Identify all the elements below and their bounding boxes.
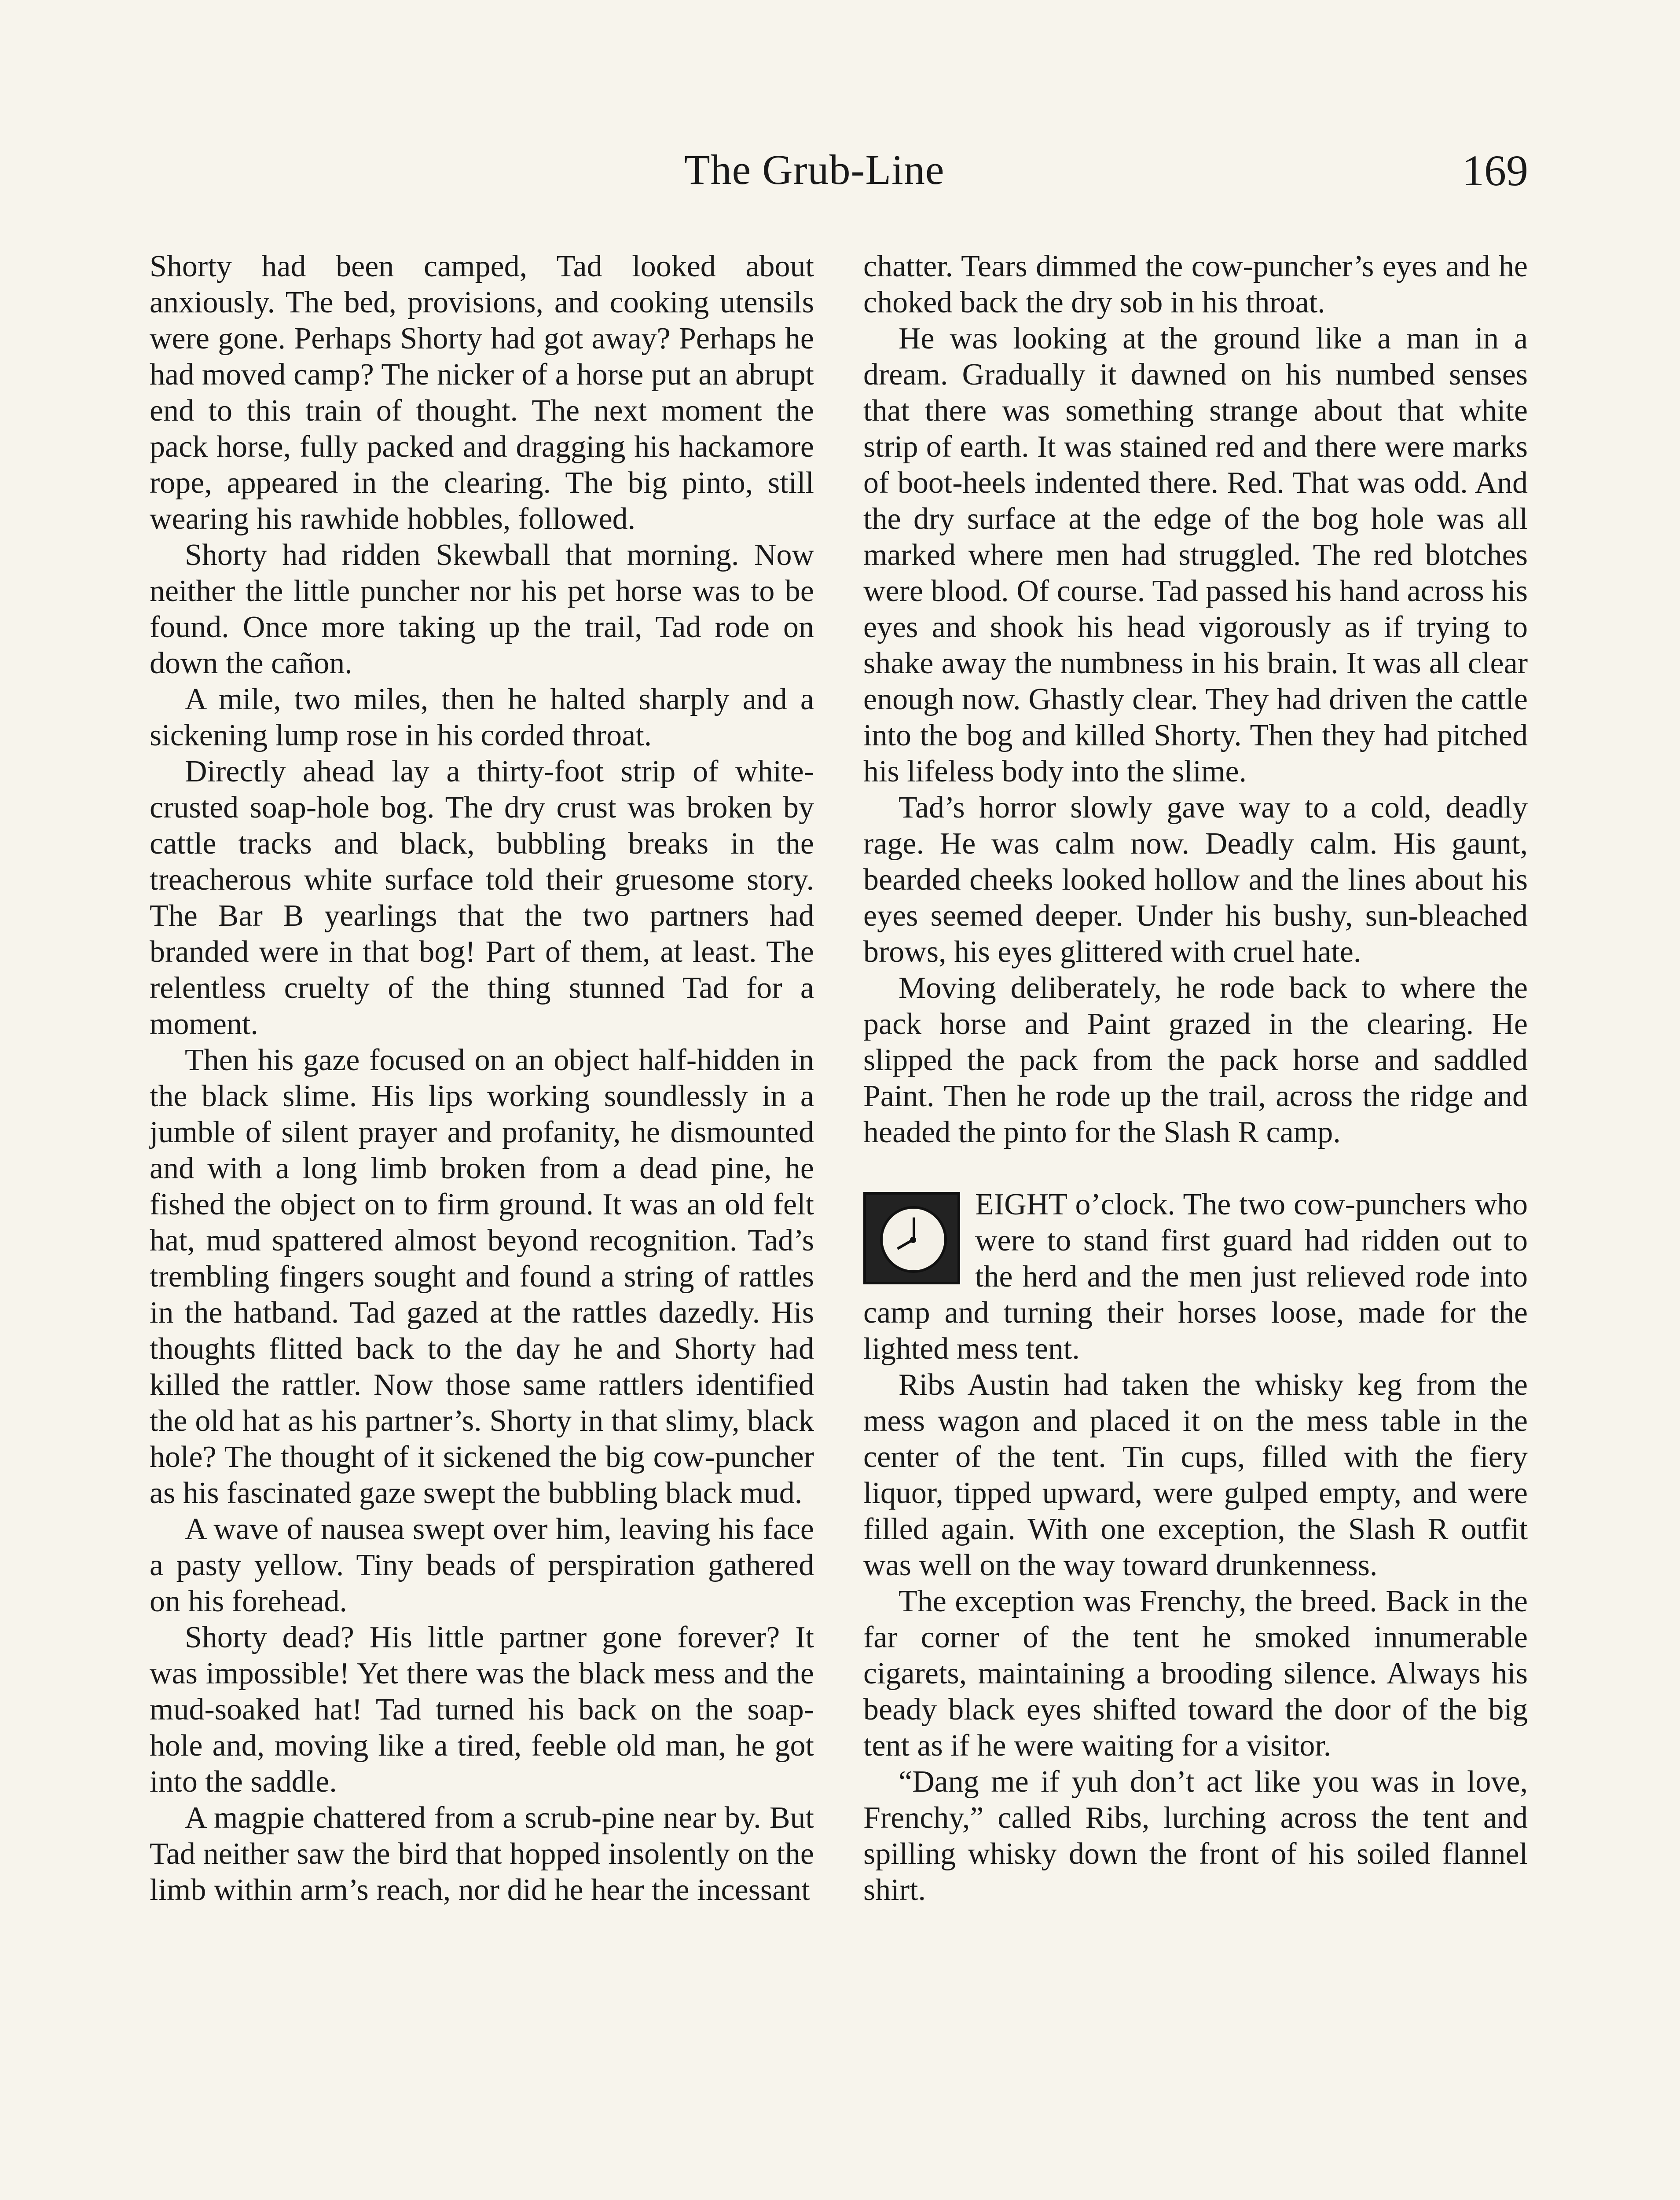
section-break	[863, 1187, 1528, 1367]
clock-icon	[863, 1192, 960, 1284]
paragraph: Moving deliberately, he rode back to where the pack horse and Paint grazed in the clearing. He slipped the pack from the pack horse and saddled Paint. Then he rode up the trail, across the ridge and headed the pinto for the Slash R camp.	[863, 971, 1528, 1149]
paragraph: Shorty dead? His little partner gone forever? It was impossible! Yet there was the black mess and the mud-soaked hat! Tad turned his back on the soap-hole and, moving like a tired, feeble old man, he got into the saddle.	[150, 1621, 814, 1799]
paragraph: He was looking at the ground like a man in a dream. Gradually it dawned on his numbed senses that there was something strange about that white strip of earth. It was stained red and there were marks of boot-heels indented there. Red. That was odd. And the dry surface at the edge of the bog hole was all marked where men had struggled. The red blotches were blood. Of course. Tad passed his hand across his eyes and shook his head vigorously as if trying to shake away the numbness in his brain. It was all clear enough now. Ghastly clear. They had driven the cattle into the bog and killed Shorty. Then they had pitched his lifeless body into the slime.	[863, 322, 1528, 788]
paragraph: Shorty had ridden Skewball that morning. Now neither the little puncher nor his pet horse was to be found. Once more taking up the trail, Tad rode on down the cañon.	[150, 538, 814, 680]
left-column	[150, 249, 814, 1908]
clock-center	[910, 1237, 916, 1243]
paragraph: The exception was Frenchy, the breed. Back in the far corner of the tent he smoked innumerable cigarets, maintaining a brooding silence. Always his beady black eyes shifted toward the door of the big tent as if he were waiting for a visitor.	[863, 1584, 1528, 1763]
page-number: 169	[1462, 146, 1528, 195]
paragraph: A magpie chattered from a scrub-pine near by. But Tad neither saw the bird that hopped insolently on the limb within arm’s reach, nor did he hear the incessant	[150, 1801, 814, 1907]
paragraph: Shorty had been camped, Tad looked about anxiously. The bed, provisions, and cooking utensils were gone. Perhaps Shorty had got away? Perhaps he had moved camp? The nicker of a horse put an abrupt end to this train of thought. The next moment the pack horse, fully packed and dragging his hackamore rope, appeared in the clearing. The big pinto, still wearing his rawhide hobbles, followed.	[150, 249, 814, 536]
paragraph: A wave of nausea swept over him, leaving his face a pasty yellow. Tiny beads of perspiration gathered on his forehead.	[150, 1512, 814, 1618]
paragraph: chatter. Tears dimmed the cow-puncher’s eyes and he choked back the dry sob in his throat.	[863, 249, 1528, 319]
section-opening-paragraph: EIGHT o’clock. The two cow-punchers who were to stand first guard had ridden out to the herd and the men just relieved rode into camp and turning their horses loose, made for the lighted mess tent.	[863, 1188, 1528, 1366]
clock-face	[880, 1206, 947, 1273]
paragraph: Ribs Austin had taken the whisky keg from the mess wagon and placed it on the mess table in the center of the tent. Tin cups, filled with the fiery liquor, tipped upward, were gulped empty, and were filled again. With one exception, the Slash R outfit was well on the way toward drunkenness.	[863, 1368, 1528, 1582]
running-head: The Grub-Line	[684, 146, 945, 193]
paragraph: Directly ahead lay a thirty-foot strip of white-crusted soap-hole bog. The dry crust was broken by cattle tracks and black, bubbling breaks in the treacherous white surface told their gruesome story. The Bar B yearlings that the two partners had branded were in that bog! Part of them, at least. The relentless cruelty of the thing stunned Tad for a moment.	[150, 755, 814, 1041]
right-column	[863, 249, 1528, 1908]
paragraph: Then his gaze focused on an object half-hidden in the black slime. His lips working soundlessly in a jumble of silent prayer and profanity, he dismounted and with a long limb broken from a dead pine, he fished the object on to firm ground. It was an old felt hat, mud spattered almost beyond recognition. Tad’s trembling fingers sought and found a string of rattles in the hatband. Tad gazed at the rattles dazedly. His thoughts flitted back to the day he and Shorty had killed the rattler. Now those same rattlers identified the old hat as his partner’s. Shorty in that slimy, black hole? The thought of it sickened the big cow-puncher as his fascinated gaze swept the bubbling black mud.	[150, 1043, 814, 1510]
minute-hand	[913, 1217, 915, 1239]
paragraph: A mile, two miles, then he halted sharply and a sickening lump rose in his corded throat.	[150, 682, 814, 752]
paragraph: Tad’s horror slowly gave way to a cold, deadly rage. He was calm now. Deadly calm. His gaunt, bearded cheeks looked hollow and the lines about his eyes seemed deeper. Under his bushy, sun-bleached brows, his eyes glittered with cruel hate.	[863, 791, 1528, 969]
paragraph: “Dang me if yuh don’t act like you was in love, Frenchy,” called Ribs, lurching across the tent and spilling whisky down the front of his soiled flannel shirt.	[863, 1765, 1528, 1907]
